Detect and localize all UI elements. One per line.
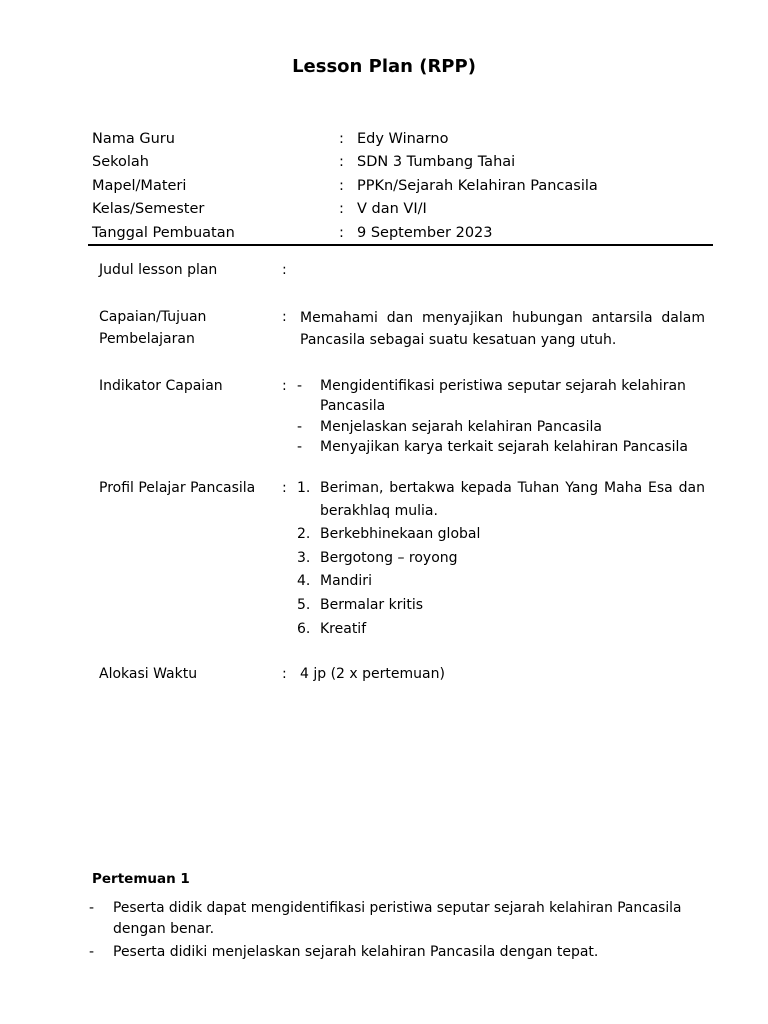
pertemuan-dash: - [89, 944, 95, 960]
header-label-mapel: Mapel/Materi [92, 178, 187, 194]
header-value-sekolah: SDN 3 Tumbang Tahai [357, 154, 516, 170]
header-colon: : [339, 225, 344, 241]
profil-item-1-line2: berakhlaq mulia. [320, 503, 438, 519]
header-colon: : [339, 178, 344, 194]
profil-item-4: Mandiri [320, 573, 372, 589]
header-value-mapel: PPKn/Sejarah Kelahiran Pancasila [357, 178, 598, 194]
profil-item-number: 5. [297, 597, 311, 613]
alokasi-label: Alokasi Waktu [99, 666, 198, 682]
pertemuan-item-2: Peserta didiki menjelaskan sejarah kelahiran Pancasila dengan tepat. [113, 944, 599, 960]
capaian-label-line1: Capaian/Tujuan [99, 309, 207, 325]
indikator-colon: : [282, 378, 287, 394]
indikator-label: Indikator Capaian [99, 378, 223, 394]
header-colon: : [339, 201, 344, 217]
alokasi-colon: : [282, 666, 287, 682]
pertemuan-item-1-line1: Peserta didik dapat mengidentifikasi peristiwa seputar sejarah kelahiran Pancasila [113, 900, 682, 916]
indikator-item-2: Menjelaskan sejarah kelahiran Pancasila [320, 419, 602, 435]
profil-item-number: 1. [297, 480, 311, 496]
pertemuan-dash: - [89, 900, 95, 916]
profil-item-number: 2. [297, 526, 311, 542]
header-label-sekolah: Sekolah [92, 154, 149, 170]
profil-item-3: Bergotong – royong [320, 550, 458, 566]
header-value-tanggal: 9 September 2023 [357, 225, 493, 241]
document-title: Lesson Plan (RPP) [292, 56, 476, 77]
indikator-item-1-line2: Pancasila [320, 398, 386, 414]
indikator-dash: - [297, 378, 303, 394]
header-label-kelas: Kelas/Semester [92, 201, 205, 217]
header-colon: : [339, 154, 344, 170]
indikator-item-1-line1: Mengidentifikasi peristiwa seputar sejarah kelahiran [320, 378, 686, 394]
profil-item-number: 3. [297, 550, 311, 566]
pertemuan-heading: Pertemuan 1 [92, 871, 190, 887]
header-colon: : [339, 131, 344, 147]
indikator-dash: - [297, 439, 303, 455]
capaian-label-line2: Pembelajaran [99, 331, 195, 347]
header-value-kelas: V dan VI/I [357, 201, 427, 217]
profil-item-5: Bermalar kritis [320, 597, 424, 613]
profil-item-number: 6. [297, 621, 311, 637]
header-label-tanggal: Tanggal Pembuatan [92, 225, 235, 241]
capaian-text-line1: Memahami dan menyajikan hubungan antarsila dalam [300, 310, 705, 326]
judul-colon: : [282, 262, 287, 278]
indikator-item-3: Menyajikan karya terkait sejarah kelahiran Pancasila [320, 439, 688, 455]
profil-item-1-line1: Beriman, bertakwa kepada Tuhan Yang Maha Esa dan [320, 480, 705, 496]
profil-colon: : [282, 480, 287, 496]
alokasi-value: 4 jp (2 x pertemuan) [300, 666, 445, 682]
profil-label: Profil Pelajar Pancasila [99, 480, 256, 496]
profil-item-number: 4. [297, 573, 311, 589]
header-divider [88, 244, 713, 246]
profil-item-2: Berkebhinekaan global [320, 526, 481, 542]
judul-label: Judul lesson plan [99, 262, 218, 278]
pertemuan-item-1-line2: dengan benar. [113, 921, 215, 937]
capaian-text-line2: Pancasila sebagai suatu kesatuan yang utuh. [300, 332, 617, 348]
profil-item-6: Kreatif [320, 621, 367, 637]
header-value-nama-guru: Edy Winarno [357, 131, 449, 147]
header-label-nama-guru: Nama Guru [92, 131, 175, 147]
capaian-colon: : [282, 309, 287, 325]
capaian-text [300, 307, 705, 351]
indikator-dash: - [297, 419, 303, 435]
